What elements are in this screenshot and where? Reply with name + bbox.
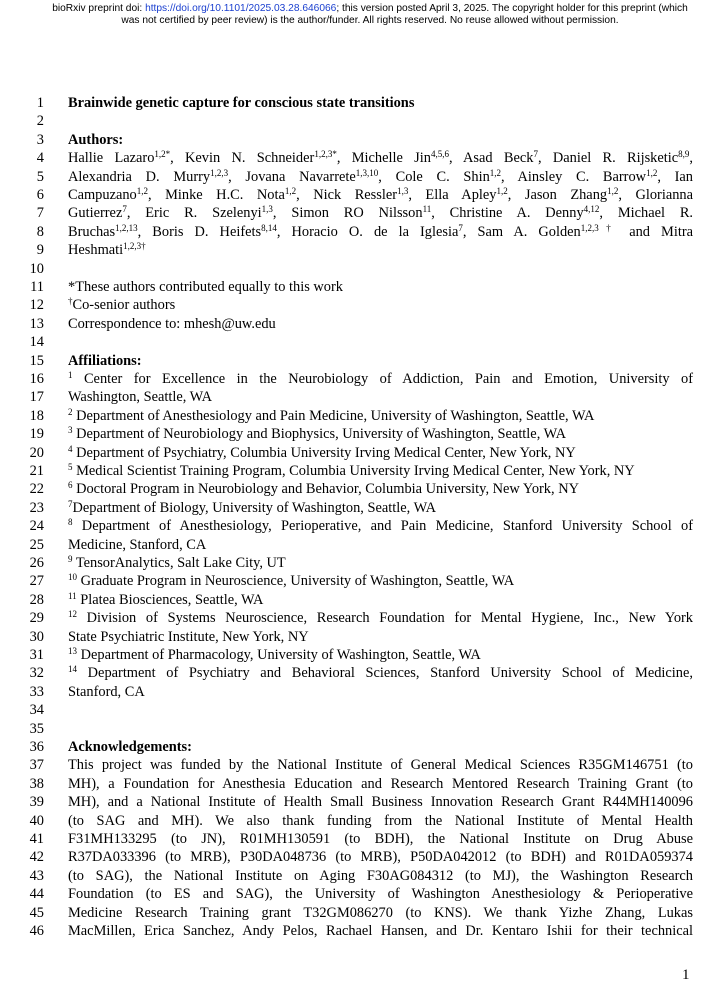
manuscript-line bbox=[0, 554, 694, 572]
line-text: Medicine Research Training grant T32GM086270 (to KNS). We thank Yizhe Zhang, Lukas bbox=[68, 904, 693, 921]
manuscript-line bbox=[0, 609, 694, 627]
line-text: Medicine, Stanford, CA bbox=[68, 536, 207, 553]
manuscript-line bbox=[0, 352, 694, 370]
line-text: Affiliations: bbox=[68, 352, 142, 369]
line-number: 24 bbox=[29, 518, 44, 535]
manuscript-line bbox=[0, 756, 694, 774]
line-number: 45 bbox=[29, 904, 44, 921]
line-text: MH), a Foundation for Anesthesia Education and Research Mentored Research Training Grant (to bbox=[68, 775, 693, 792]
line-text: Washington, Seattle, WA bbox=[68, 389, 213, 406]
line-number: 9 bbox=[36, 242, 44, 259]
manuscript-line bbox=[0, 922, 694, 940]
line-number: 38 bbox=[29, 775, 44, 792]
line-number: 34 bbox=[29, 702, 44, 719]
line-number: 21 bbox=[29, 463, 44, 479]
line-number: 16 bbox=[29, 371, 44, 387]
banner-suffix: ; this version posted April 3, 2025. The copyright holder for this preprint (which bbox=[336, 3, 688, 14]
line-number: 19 bbox=[29, 426, 44, 443]
manuscript-line bbox=[0, 260, 694, 278]
manuscript-line bbox=[0, 407, 694, 425]
line-number: 4 bbox=[36, 150, 44, 167]
manuscript-line bbox=[0, 480, 694, 498]
line-text: $^7$Department of Biology, University of Washington, Seattle, WA bbox=[68, 498, 436, 516]
line-text: Authors: bbox=[68, 131, 124, 148]
banner-line-2: was not certified by peer review) is the author/funder. All rights reserved. No reuse allowed without permission. bbox=[121, 15, 619, 26]
line-number: 40 bbox=[29, 812, 44, 829]
line-number: 25 bbox=[29, 536, 44, 553]
manuscript-line bbox=[0, 517, 694, 535]
line-text: $^6$ Doctoral Program in Neurobiology and Behavior, Columbia University, New York, NY bbox=[68, 480, 579, 498]
line-number: 22 bbox=[29, 481, 44, 498]
line-text: $^1$ Center for Excellence in the Neurobiology of Addiction, Pain and Emotion, University of bbox=[68, 370, 693, 387]
banner-line-1 bbox=[20, 3, 720, 15]
line-number: 37 bbox=[29, 757, 44, 774]
manuscript-line bbox=[0, 112, 694, 130]
manuscript-line bbox=[0, 848, 694, 866]
line-text: $^{13}$ Department of Pharmacology, University of Washington, Seattle, WA bbox=[68, 646, 481, 663]
manuscript-line bbox=[0, 296, 694, 314]
manuscript-line bbox=[0, 664, 694, 682]
line-number: 18 bbox=[29, 407, 44, 424]
line-text: R37DA033396 (to MRB), P30DA048736 (to MRB), P50DA042012 (to BDH) and R01DA059374 bbox=[68, 849, 693, 866]
manuscript-line bbox=[0, 94, 694, 112]
line-text: $^{12}$ Division of Systems Neuroscience, Research Foundation for Mental Hygiene, Inc., New York bbox=[68, 609, 693, 627]
doi-link[interactable]: https://doi.org/10.1101/2025.03.28.646066 bbox=[145, 3, 337, 14]
line-text: This project was funded by the National Institute of General Medical Sciences R35GM146751 (to bbox=[68, 757, 693, 774]
line-number: 20 bbox=[29, 444, 44, 461]
manuscript-line bbox=[0, 683, 694, 701]
line-text: $^{14}$ Department of Psychiatry and Behavioral Sciences, Stanford University School of Medicine, bbox=[68, 664, 693, 682]
manuscript-line bbox=[0, 462, 694, 480]
line-text: Stanford, CA bbox=[68, 683, 145, 700]
line-number: 31 bbox=[29, 647, 44, 663]
page-number: 1 bbox=[682, 967, 690, 983]
line-number: 46 bbox=[29, 923, 44, 939]
line-number: 33 bbox=[29, 683, 44, 700]
manuscript-line bbox=[0, 499, 694, 517]
manuscript-line bbox=[0, 536, 694, 554]
manuscript-line bbox=[0, 720, 694, 738]
banner-prefix: bioRxiv preprint doi: bbox=[52, 3, 146, 14]
manuscript-line bbox=[0, 223, 694, 241]
line-number: 30 bbox=[29, 628, 44, 645]
line-text: $^9$ TensorAnalytics, Salt Lake City, UT bbox=[68, 554, 286, 571]
line-text: †Co-senior authors bbox=[68, 296, 176, 314]
manuscript-line bbox=[0, 628, 694, 646]
line-number: 23 bbox=[29, 499, 44, 516]
line-number: 32 bbox=[29, 665, 44, 682]
manuscript-line bbox=[0, 738, 694, 756]
manuscript-line bbox=[0, 812, 694, 830]
line-text: Correspondence to: mhesh@uw.edu bbox=[68, 315, 276, 332]
line-text: State Psychiatric Institute, New York, NY bbox=[68, 628, 309, 645]
line-number: 44 bbox=[29, 886, 44, 903]
line-number: 5 bbox=[36, 168, 44, 185]
manuscript-line bbox=[0, 701, 694, 719]
line-text: $^{11}$ Platea Biosciences, Seattle, WA bbox=[68, 590, 264, 608]
manuscript-line bbox=[0, 278, 694, 296]
line-text: $^4$ Department of Psychiatry, Columbia University Irving Medical Center, New York, NY bbox=[68, 443, 576, 461]
manuscript-line bbox=[0, 793, 694, 811]
manuscript-line bbox=[0, 904, 694, 922]
manuscript-line bbox=[0, 333, 694, 351]
line-text: $^3$ Department of Neurobiology and Biophysics, University of Washington, Seattle, WA bbox=[68, 425, 567, 443]
line-number: 3 bbox=[36, 131, 44, 148]
line-number: 10 bbox=[29, 260, 44, 277]
manuscript-line bbox=[0, 572, 694, 590]
manuscript-line bbox=[0, 646, 694, 664]
line-text: Campuzano$^{1,2}$, Minke H.C. Nota$^{1,2}$, Nick Ressler$^{1,3}$, Ella Apley$^{1,2}$, Jason Zhang$^{1,2}$, Glorianna bbox=[68, 186, 693, 203]
manuscript-line bbox=[0, 885, 694, 903]
line-number: 13 bbox=[29, 315, 44, 332]
line-text: $^8$ Department of Anesthesiology, Perioperative, and Pain Medicine, Stanford University School of bbox=[68, 517, 693, 535]
preprint-banner bbox=[20, 3, 720, 27]
line-number: 35 bbox=[29, 720, 44, 737]
manuscript-line bbox=[0, 149, 694, 167]
manuscript-line bbox=[0, 591, 694, 609]
line-text: MH), and a National Institute of Health Small Business Innovation Research Grant R44MH140096 bbox=[68, 794, 693, 811]
line-number: 27 bbox=[29, 573, 44, 590]
manuscript-line bbox=[0, 241, 694, 259]
line-text: $^{10}$ Graduate Program in Neuroscience, University of Washington, Seattle, WA bbox=[68, 572, 515, 590]
line-text: Acknowledgements: bbox=[68, 739, 192, 755]
manuscript-line bbox=[0, 131, 694, 149]
line-number: 28 bbox=[29, 591, 44, 608]
line-number: 6 bbox=[36, 187, 44, 203]
line-number: 17 bbox=[29, 389, 44, 406]
line-number: 2 bbox=[36, 113, 44, 130]
manuscript-line bbox=[0, 775, 694, 793]
line-text: Foundation (to ES and SAG), the University of Washington Anesthesiology & Perioperative bbox=[68, 886, 693, 903]
line-text: Heshmati$^{1,2,3\dagger}$ bbox=[68, 241, 146, 259]
line-number: 11 bbox=[30, 279, 44, 295]
line-number: 41 bbox=[29, 831, 44, 847]
manuscript-line bbox=[0, 425, 694, 443]
line-number: 8 bbox=[36, 223, 44, 240]
line-text: Alexandria D. Murry$^{1,2,3}$, Jovana Navarrete$^{1,3,10}$, Cole C. Shin$^{1,2}$, Ainsley C. Barrow$^{1,2}$, Ian bbox=[68, 167, 694, 185]
line-text: Brainwide genetic capture for conscious state transitions bbox=[68, 95, 415, 111]
line-number: 14 bbox=[29, 334, 44, 351]
line-text: Bruchas$^{1,2,13}$, Boris D. Heifets$^{8,14}$, Horacio O. de la Iglesia$^7$, Sam A. Golden$^{1,2,3\dagger}$ and Mitra bbox=[68, 222, 693, 240]
line-text: F31MH133295 (to JN), R01MH130591 (to BDH), the National Institute on Drug Abuse bbox=[68, 831, 693, 847]
line-text: (to SAG), the National Institute on Aging F30AG084312 (to MJ), the Washington Research bbox=[68, 867, 693, 884]
line-text: MacMillen, Erica Sanchez, Andy Pelos, Rachael Hansen, and Dr. Kentaro Ishii for their technical bbox=[68, 923, 693, 939]
manuscript-line bbox=[0, 370, 694, 388]
manuscript-line bbox=[0, 204, 694, 222]
manuscript-line bbox=[0, 444, 694, 462]
line-number: 39 bbox=[29, 794, 44, 811]
line-number: 29 bbox=[29, 610, 44, 627]
line-number: 12 bbox=[29, 297, 44, 314]
manuscript-line bbox=[0, 388, 694, 406]
line-number: 15 bbox=[29, 352, 44, 369]
line-number: 42 bbox=[29, 849, 44, 866]
line-text: $^5$ Medical Scientist Training Program, Columbia University Irving Medical Center, New York, NY bbox=[68, 462, 635, 479]
line-number: 26 bbox=[29, 555, 44, 571]
line-number: 7 bbox=[36, 205, 44, 222]
manuscript-line bbox=[0, 867, 694, 885]
line-text: Gutierrez$^7$, Eric R. Szelenyi$^{1,3}$, Simon RO Nilsson$^{11}$, Christine A. Denny$^{4,12}$, Michael R. bbox=[68, 204, 694, 222]
manuscript-line bbox=[0, 168, 694, 186]
line-text: Hallie Lazaro$^{1,2*}$, Kevin N. Schneider$^{1,2,3*}$, Michelle Jin$^{4,5,6}$, Asad Beck$^7$, Daniel R. Rijsketic$^{8,9}$, bbox=[68, 149, 694, 167]
manuscript-line bbox=[0, 186, 694, 204]
manuscript-line bbox=[0, 315, 694, 333]
line-number: 43 bbox=[29, 867, 44, 884]
manuscript-line bbox=[0, 830, 694, 848]
line-text: (to SAG and MH). We also thank funding from the National Institute of Mental Health bbox=[68, 812, 693, 829]
line-number: 36 bbox=[29, 739, 44, 755]
line-number: 1 bbox=[36, 95, 44, 111]
line-text: *These authors contributed equally to this work bbox=[68, 279, 343, 295]
line-text: $^2$ Department of Anesthesiology and Pain Medicine, University of Washington, Seattle, WA bbox=[68, 406, 595, 424]
